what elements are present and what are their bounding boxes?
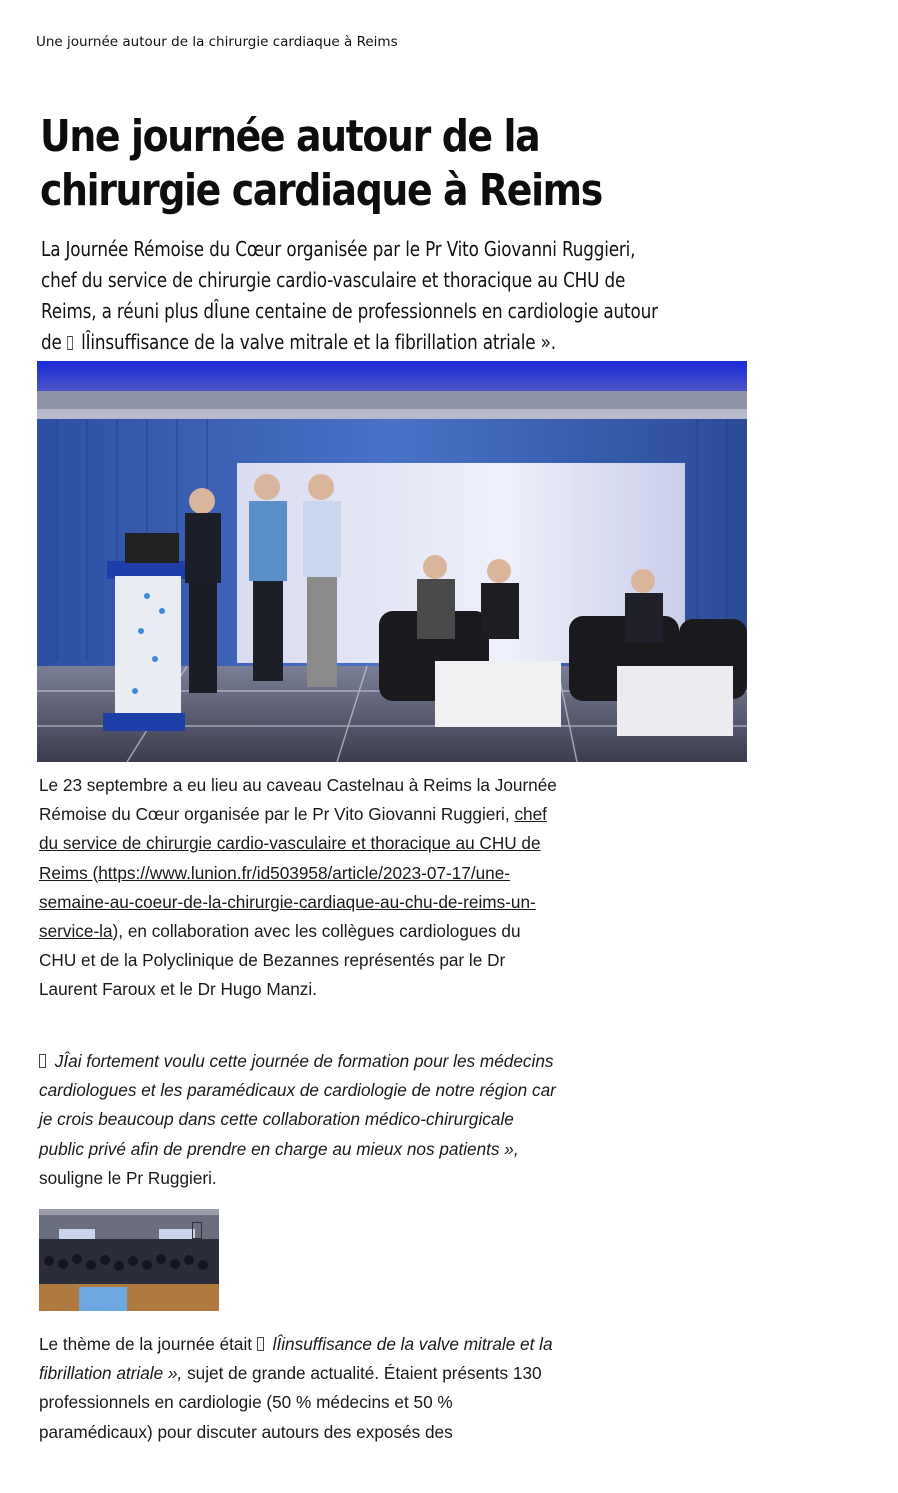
- lede-end-text: lÎinsuffisance de la valve mitrale et la fibrillation atriale ».: [75, 330, 556, 354]
- missing-glyph-icon: [39, 1054, 46, 1068]
- link-service-chirurgie[interactable]: chef du service de chirurgie cardio-vasculaire et thoracique au CHU de Reims: [39, 804, 547, 883]
- article-headline: Une journée autour de la chirurgie cardiaque à Reims: [40, 111, 602, 216]
- quote-attribution: souligne le Pr Ruggieri.: [39, 1167, 217, 1188]
- hero-photo-conference-stage: [37, 361, 747, 762]
- lede-text: La Journée Rémoise du Cœur organisée par le Pr Vito Giovanni Ruggieri, chef du service de chirurgie cardio-vasculaire et thoracique au CHU de Reims, a réuni plus dÎune centaine de professionnels en cardiologie autour de: [41, 237, 658, 354]
- article-lede: [41, 234, 664, 358]
- running-header-title: Une journée autour de la chirurgie cardiaque à Reims: [36, 34, 398, 50]
- paragraph-3-text: Le thème de la journée était: [39, 1334, 257, 1354]
- paragraph-1-tail: ), en collaboration avec les collègues cardiologues du CHU et de la Polyclinique de Bezannes représentés par le Dr Laurent Faroux et le Dr Hugo Manzi.: [39, 921, 521, 1000]
- paragraph-1: [39, 771, 559, 1005]
- paragraph-3-quote: lÎinsuffisance de la valve mitrale et la fibrillation atriale »,: [39, 1334, 553, 1384]
- link-lunion-article-url[interactable]: https://www.lunion.fr/id503958/article/2023-07-17/une-semaine-au-coeur-de-la-chirurgie-cardiaque-au-chu-de-reims-un-service-la: [39, 862, 536, 942]
- paragraph-3-tail: sujet de grande actualité. Étaient présents 130 professionnels en cardiologie (50 % médecins et 50 % paramédicaux) pour discuter autours des exposés des: [39, 1363, 542, 1442]
- paragraph-3: [39, 1330, 559, 1447]
- quote-text: JÎai fortement voulu cette journée de formation pour les médecins cardiologues et les paramédicaux de cardiologie de notre région car je crois beaucoup dans cette collaboration médico-chirurgicale public privé afin de prendre en charge au mieux nos patients »,: [39, 1051, 556, 1159]
- missing-glyph-icon: [67, 336, 73, 350]
- paragraph-2-quote: [39, 1047, 559, 1193]
- missing-glyph-icon: [257, 1337, 264, 1351]
- paren-open: (: [92, 862, 99, 883]
- missing-glyph-icon: [192, 1222, 202, 1239]
- paragraph-1-text: Le 23 septembre a eu lieu au caveau Castelnau à Reims la Journée Rémoise du Cœur organisée par le Pr Vito Giovanni Ruggieri,: [39, 775, 557, 825]
- stage-photo-illustration: [37, 361, 747, 762]
